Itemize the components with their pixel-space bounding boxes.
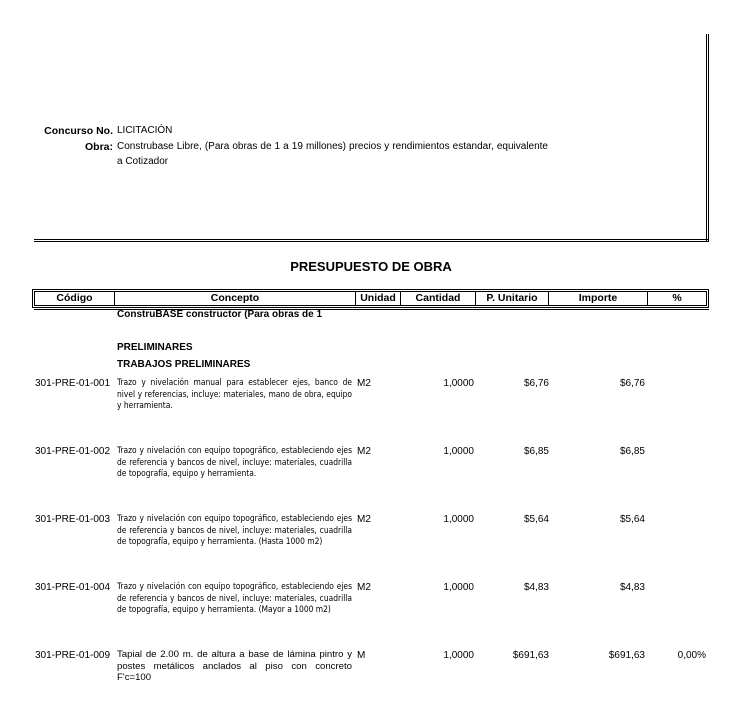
header-frame-bottom-line-double — [34, 241, 709, 242]
column-header-codigo: Código — [35, 292, 115, 305]
row-quantity: 1,0000 — [443, 650, 474, 661]
row-amount: $4,83 — [619, 582, 645, 593]
row-unit-price: $6,76 — [523, 378, 549, 389]
row-unit: M2 — [357, 446, 371, 457]
row-unit-price: $4,83 — [523, 582, 549, 593]
row-concept: Trazo y nivelación con equipo topográfico, estableciendo ejes de referencia y bancos de nivel, incluye: materiales, cuadrilla de topografía, equipo y herramienta. — [117, 445, 352, 478]
row-code: 301-PRE-01-002 — [35, 446, 111, 457]
row-code: 301-PRE-01-009 — [35, 650, 111, 661]
row-code: 301-PRE-01-001 — [35, 378, 111, 389]
table-row — [0, 648, 742, 683]
table-header — [34, 291, 707, 306]
obra-label: Obra: — [84, 141, 113, 153]
row-quantity: 1,0000 — [443, 514, 474, 525]
column-header-importe: Importe — [549, 292, 648, 305]
row-concept: Trazo y nivelación con equipo topográfico, estableciendo ejes de referencia y bancos de nivel, incluye: materiales, cuadrilla de topografía, equipo y herramienta. (Mayor a 1000 m2) — [117, 581, 352, 614]
obra-value: Construbase Libre, (Para obras de 1 a 19 millones) precios y rendimientos estandar, equivalente a Cotizador — [117, 141, 548, 167]
header-frame-right-line — [706, 34, 707, 241]
column-header-unidad: Unidad — [356, 292, 401, 305]
row-amount: $691,63 — [608, 650, 645, 661]
row-amount: $5,64 — [619, 514, 645, 525]
row-concept: Trazo y nivelación con equipo topográfico, estableciendo ejes de referencia y bancos de nivel, incluye: materiales, cuadrilla de topografía, equipo y herramienta. (Hasta 1000 m2) — [117, 513, 352, 546]
row-quantity: 1,0000 — [443, 378, 474, 389]
row-code: 301-PRE-01-003 — [35, 514, 111, 525]
page-title: PRESUPUESTO DE OBRA — [290, 259, 452, 274]
row-unit: M — [357, 650, 366, 661]
header-frame-bottom-line — [34, 239, 709, 240]
row-quantity: 1,0000 — [443, 446, 474, 457]
column-header-porcentaje: % — [672, 292, 682, 304]
column-header-concepto: Concepto — [115, 292, 356, 305]
row-unit: M2 — [357, 514, 371, 525]
row-concept: Trazo y nivelación manual para establecer ejes, banco de nivel y referencias, incluye: materiales, mano de obra, equipo y herramienta. — [117, 377, 352, 410]
row-unit-price: $691,63 — [512, 650, 549, 661]
row-code: 301-PRE-01-004 — [35, 582, 111, 593]
column-header-cantidad: Cantidad — [401, 292, 476, 305]
row-quantity: 1,0000 — [443, 582, 474, 593]
row-unit-price: $5,64 — [523, 514, 549, 525]
row-unit: M2 — [357, 378, 371, 389]
concurso-value: LICITACIÓN — [117, 125, 173, 136]
section-root: ConstruBASE constructor (Para obras de 1 — [117, 309, 323, 320]
concurso-label: Concurso No. — [44, 125, 113, 137]
row-percent: 0,00% — [677, 650, 706, 661]
row-unit-price: $6,85 — [523, 446, 549, 457]
column-header-punitario: P. Unitario — [476, 292, 549, 305]
row-amount: $6,76 — [619, 378, 645, 389]
header-frame-right-line-double — [708, 34, 709, 241]
row-unit: M2 — [357, 582, 371, 593]
section-group: PRELIMINARES — [117, 342, 193, 353]
section-subgroup: TRABAJOS PRELIMINARES — [117, 359, 251, 370]
row-concept: Tapial de 2.00 m. de altura a base de lámina pintro y postes metálicos anclados al piso con concreto F'c=100 — [117, 649, 352, 683]
row-amount: $6,85 — [619, 446, 645, 457]
